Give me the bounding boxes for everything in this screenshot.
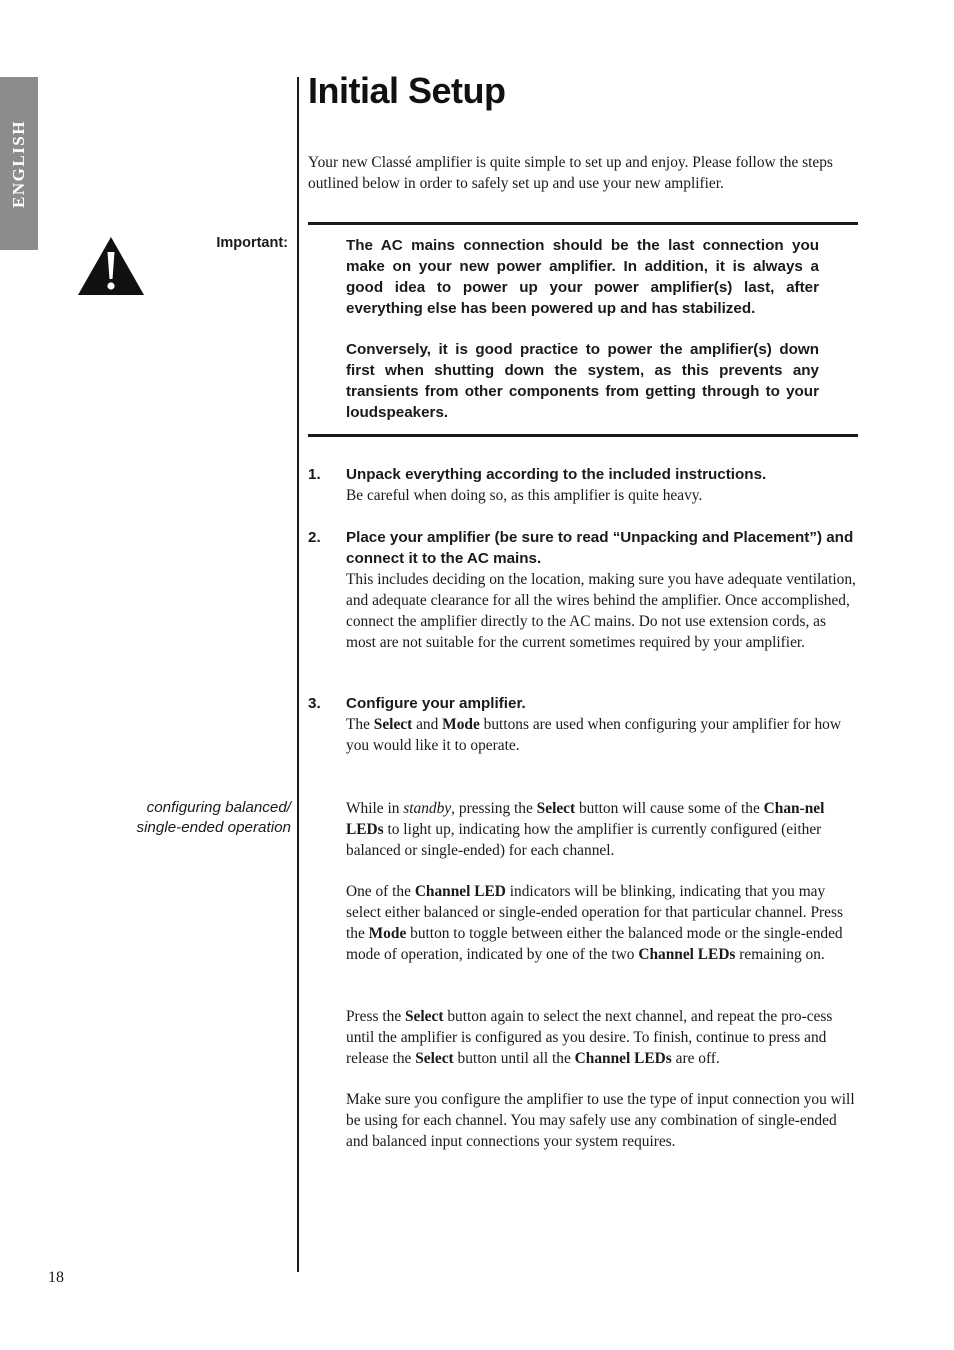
text-run: button will cause some of the bbox=[575, 800, 764, 817]
step-body: Be careful when doing so, as this amplifier is quite heavy. bbox=[346, 487, 703, 504]
section-paragraph-3 bbox=[346, 1006, 858, 1069]
step-1 bbox=[308, 464, 858, 506]
warning-paragraph-2: Conversely, it is good practice to power the amplifier(s) down first when shutting down the system, as this prevents any transients from other components from getting through to your loudspeakers. bbox=[346, 341, 819, 421]
vertical-divider bbox=[297, 77, 299, 1272]
side-note-line: configuring balanced/ bbox=[146, 799, 291, 816]
step-number: 1. bbox=[308, 466, 321, 483]
text-run: button again to select the next channel, and repeat the pro-cess until the amplifier is configured as you desire. To finish, continue to press and release the bbox=[346, 1008, 833, 1067]
step-2 bbox=[308, 527, 858, 653]
page-number: 18 bbox=[48, 1269, 64, 1286]
channel-led-term: Channel LED bbox=[414, 883, 506, 900]
step-heading: Configure your amplifier. bbox=[346, 695, 526, 712]
text-run: buttons are used when configuring your amplifier for how you would like it to operate. bbox=[346, 716, 841, 754]
text-run: to light up, indicating how the amplifier is currently configured (either balanced or single-ended) for each channel. bbox=[346, 821, 822, 859]
step-body: This includes deciding on the location, making sure you have adequate ventilation, and adequate clearance for all the wires behind the amplifier. Once accomplished, connect the amplifier directly to the AC mains. Do not use extension cords, as most are not suitable for the current sometimes required by your amplifier. bbox=[346, 571, 856, 651]
text-run: The bbox=[346, 716, 374, 733]
important-label: Important: bbox=[216, 235, 288, 251]
step-3 bbox=[308, 693, 858, 756]
text-run: button to toggle between either the balanced mode or the single-ended mode of operation, indicated by one of the two bbox=[346, 925, 843, 963]
text-run: Press the bbox=[346, 1008, 405, 1025]
text-run: While in bbox=[346, 800, 404, 817]
language-tab bbox=[0, 77, 38, 250]
section-paragraph-1 bbox=[346, 798, 858, 861]
channel-leds-term: Channel LEDs bbox=[574, 1050, 672, 1067]
page-title: Initial Setup bbox=[308, 70, 506, 111]
warning-bottom-rule bbox=[308, 434, 858, 437]
text-run: , pressing the bbox=[451, 800, 537, 817]
step-heading: Place your amplifier (be sure to read “Unpacking and Placement”) and connect it to the AC mains. bbox=[346, 529, 854, 567]
side-note-line: single-ended operation bbox=[136, 819, 291, 836]
text-run: button until all the bbox=[453, 1050, 575, 1067]
step-body bbox=[346, 714, 858, 756]
language-tab-label: ENGLISH bbox=[9, 119, 28, 208]
warning-top-rule bbox=[308, 222, 858, 225]
text-run: and bbox=[412, 716, 443, 733]
select-term: Select bbox=[415, 1050, 454, 1067]
section-paragraph-4: Make sure you configure the amplifier to use the type of input connection you will be using for each channel. You may safely use any combination of single-ended and balanced input connections your system requires. bbox=[346, 1091, 855, 1150]
intro-paragraph: Your new Classé amplifier is quite simple to set up and enjoy. Please follow the steps outlined below in order to safely set up and use your new amplifier. bbox=[308, 154, 833, 192]
side-note bbox=[136, 798, 291, 838]
step-number: 3. bbox=[308, 695, 321, 712]
mode-term: Mode bbox=[442, 716, 480, 733]
mode-term: Mode bbox=[368, 925, 407, 942]
text-run: indicators will be blinking, indicating that you may select either balanced or single-ended operation for that particular channel. Press the bbox=[346, 883, 843, 942]
warning-triangle-icon bbox=[77, 236, 145, 296]
text-run: One of the bbox=[346, 883, 415, 900]
warning-paragraph-1: The AC mains connection should be the last connection you make on your new power amplifier. In addition, it is always a good idea to power up your power amplifier(s) last, after everything else has been powered up and has stabilized. bbox=[346, 237, 819, 317]
step-heading: Unpack everything according to the included instructions. bbox=[346, 466, 767, 483]
select-term: Select bbox=[373, 716, 413, 733]
section-paragraph-2 bbox=[346, 881, 858, 965]
channel-leds-term: Chan-nel LEDs bbox=[346, 800, 825, 838]
standby-term: standby bbox=[403, 800, 452, 817]
text-run: remaining on. bbox=[735, 946, 825, 963]
step-number: 2. bbox=[308, 529, 321, 546]
select-term: Select bbox=[405, 1008, 444, 1025]
text-run: are off. bbox=[671, 1050, 720, 1067]
channel-leds-term: Channel LEDs bbox=[638, 946, 736, 963]
select-term: Select bbox=[536, 800, 576, 817]
